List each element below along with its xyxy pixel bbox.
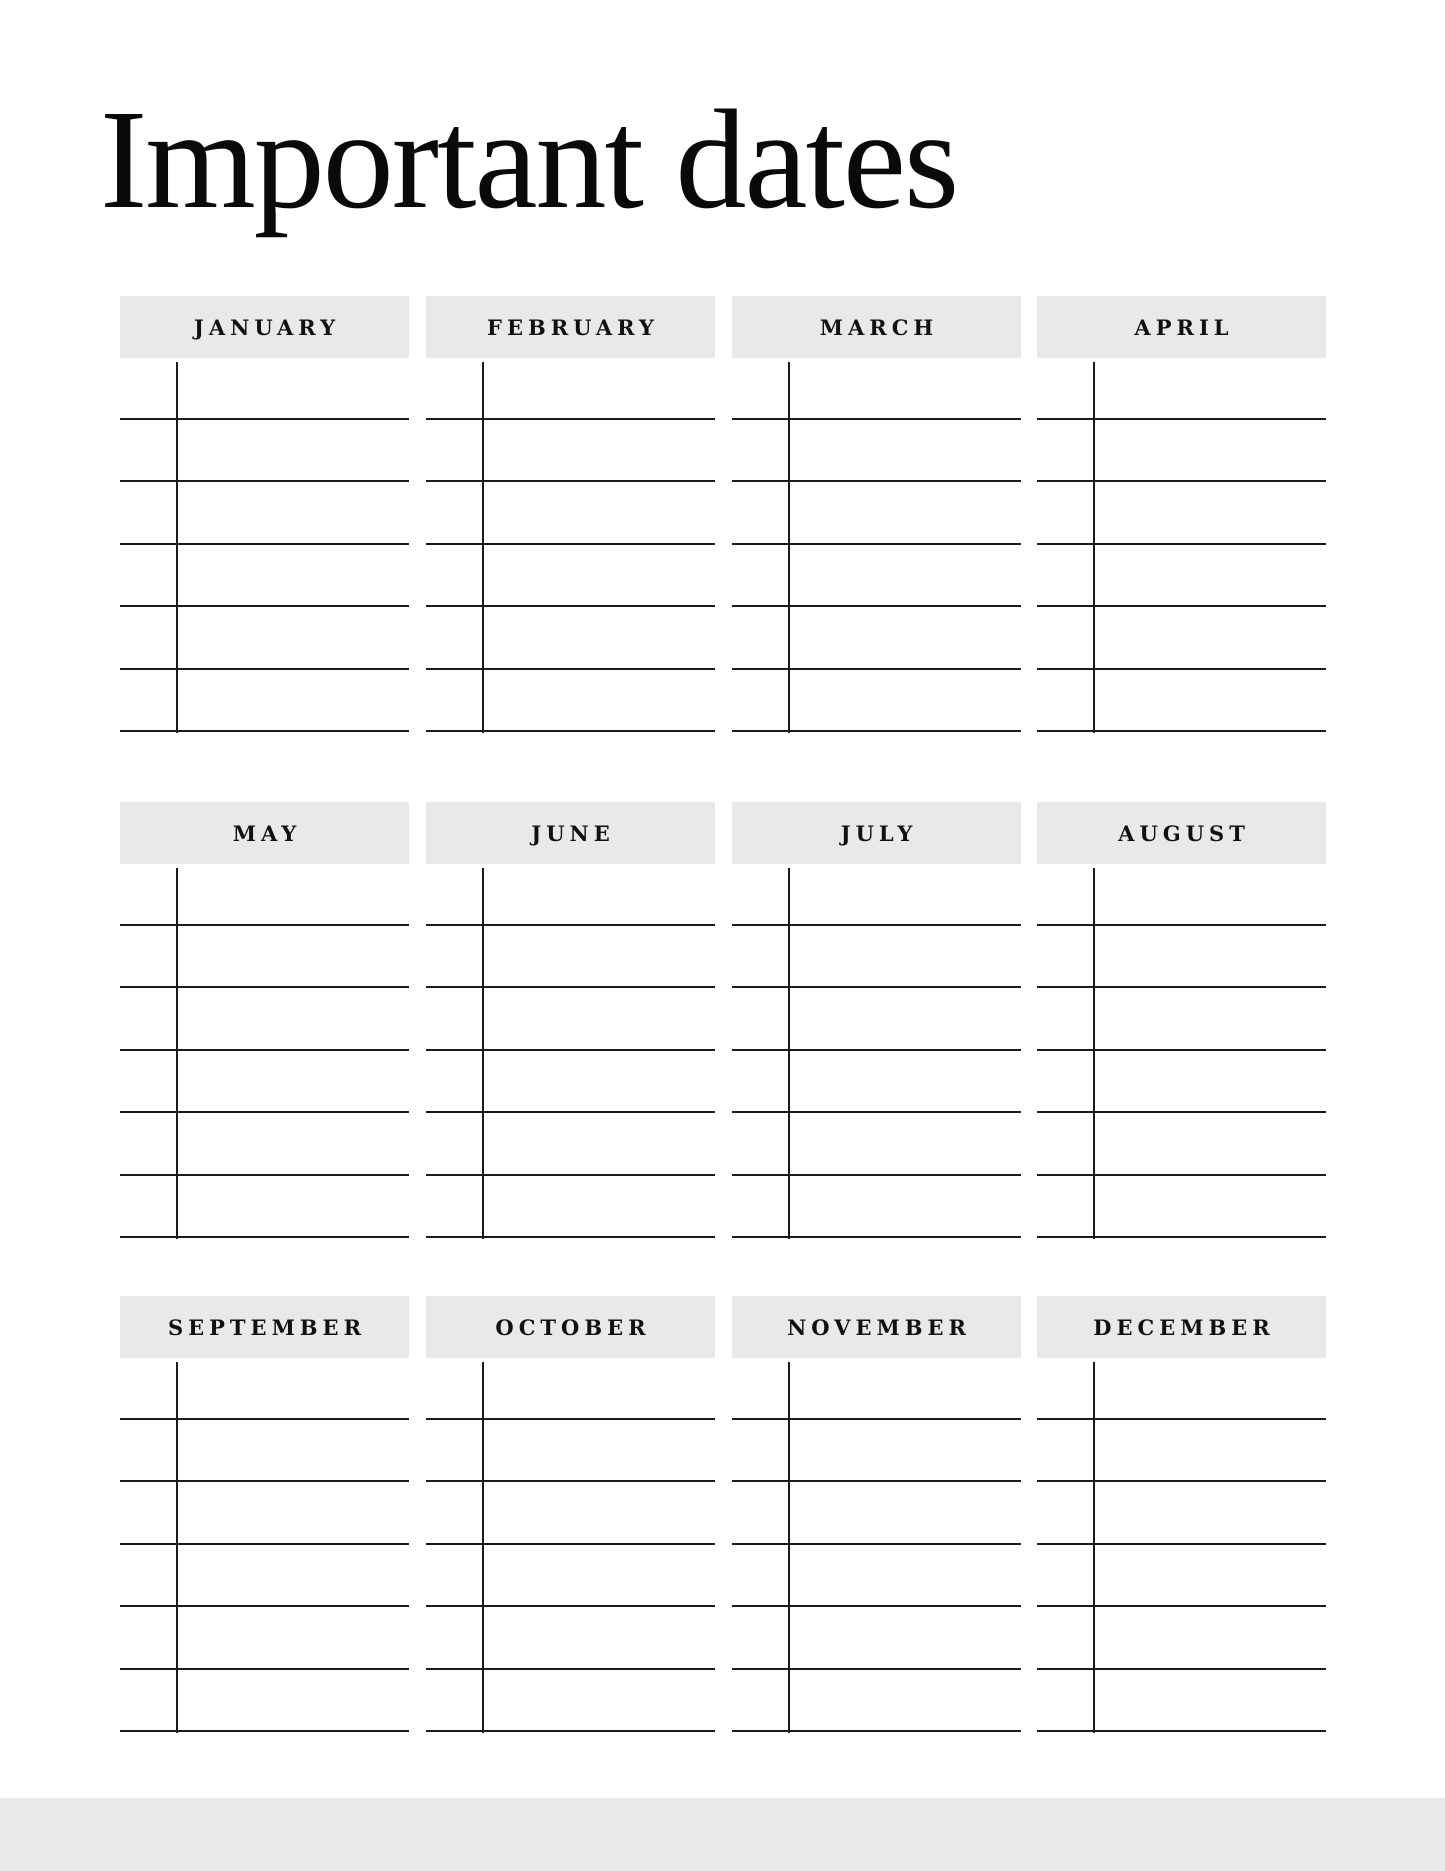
entry-line[interactable] <box>426 668 715 670</box>
entry-line[interactable] <box>732 986 1021 988</box>
entry-line[interactable] <box>426 1049 715 1051</box>
month-header <box>1037 802 1326 864</box>
entry-line[interactable] <box>732 1111 1021 1113</box>
month-name: OCTOBER <box>495 1314 651 1340</box>
month-entries <box>1037 358 1326 731</box>
month-header <box>732 296 1021 358</box>
month-header <box>426 296 715 358</box>
entry-line[interactable] <box>426 1174 715 1176</box>
entry-line[interactable] <box>120 605 409 607</box>
entry-line[interactable] <box>1037 1730 1326 1732</box>
entry-line[interactable] <box>120 543 409 545</box>
page-title: Important dates <box>100 80 958 238</box>
entry-line[interactable] <box>1037 418 1326 420</box>
month-entries <box>426 358 715 731</box>
entry-line[interactable] <box>120 1174 409 1176</box>
entry-line[interactable] <box>1037 924 1326 926</box>
entry-line[interactable] <box>1037 1111 1326 1113</box>
month-entries <box>120 864 409 1237</box>
month-name: AUGUST <box>1118 820 1250 846</box>
month-entries <box>120 1358 409 1731</box>
entry-line[interactable] <box>1037 1418 1326 1420</box>
entry-line[interactable] <box>732 1174 1021 1176</box>
entry-line[interactable] <box>426 1543 715 1545</box>
entry-line[interactable] <box>120 986 409 988</box>
month-header <box>1037 1296 1326 1358</box>
entry-line[interactable] <box>426 480 715 482</box>
month-entries <box>732 358 1021 731</box>
entry-line[interactable] <box>426 1480 715 1482</box>
entry-line[interactable] <box>426 1111 715 1113</box>
entry-line[interactable] <box>426 418 715 420</box>
month-name: MARCH <box>819 314 939 340</box>
month-entries <box>1037 1358 1326 1731</box>
entry-line[interactable] <box>732 605 1021 607</box>
entry-line[interactable] <box>732 1605 1021 1607</box>
month-name: DECEMBER <box>1093 1314 1275 1340</box>
entry-line[interactable] <box>426 986 715 988</box>
entry-line[interactable] <box>120 1605 409 1607</box>
month-entries <box>426 1358 715 1731</box>
month-name: JULY <box>840 820 918 846</box>
month-header <box>426 1296 715 1358</box>
entry-line[interactable] <box>732 668 1021 670</box>
month-name: JANUARY <box>193 314 341 340</box>
entry-line[interactable] <box>732 1543 1021 1545</box>
month-header <box>732 1296 1021 1358</box>
entry-line[interactable] <box>732 730 1021 732</box>
month-name: JUNE <box>531 820 615 846</box>
entry-line[interactable] <box>426 1418 715 1420</box>
entry-line[interactable] <box>120 1418 409 1420</box>
entry-line[interactable] <box>1037 1668 1326 1670</box>
entry-line[interactable] <box>1037 543 1326 545</box>
entry-line[interactable] <box>120 668 409 670</box>
entry-line[interactable] <box>1037 986 1326 988</box>
entry-line[interactable] <box>1037 1480 1326 1482</box>
entry-line[interactable] <box>426 1730 715 1732</box>
month-entries <box>1037 864 1326 1237</box>
month-header <box>120 802 409 864</box>
entry-line[interactable] <box>732 1668 1021 1670</box>
month-header <box>426 802 715 864</box>
month-entries <box>120 358 409 731</box>
entry-line[interactable] <box>426 543 715 545</box>
month-header <box>732 802 1021 864</box>
entry-line[interactable] <box>1037 668 1326 670</box>
entry-line[interactable] <box>1037 1543 1326 1545</box>
entry-line[interactable] <box>1037 1605 1326 1607</box>
entry-line[interactable] <box>120 1236 409 1238</box>
month-entries <box>426 864 715 1237</box>
month-name: NOVEMBER <box>787 1314 971 1340</box>
entry-line[interactable] <box>732 1236 1021 1238</box>
entry-line[interactable] <box>1037 1049 1326 1051</box>
entry-line[interactable] <box>120 1049 409 1051</box>
entry-line[interactable] <box>732 418 1021 420</box>
entry-line[interactable] <box>120 418 409 420</box>
entry-line[interactable] <box>426 1605 715 1607</box>
entry-line[interactable] <box>732 1730 1021 1732</box>
entry-line[interactable] <box>426 1236 715 1238</box>
month-header <box>1037 296 1326 358</box>
entry-line[interactable] <box>732 1480 1021 1482</box>
month-header <box>120 296 409 358</box>
month-name: MAY <box>232 820 302 846</box>
entry-line[interactable] <box>1037 605 1326 607</box>
entry-line[interactable] <box>426 605 715 607</box>
entry-line[interactable] <box>120 1480 409 1482</box>
entry-line[interactable] <box>732 543 1021 545</box>
entry-line[interactable] <box>120 1111 409 1113</box>
entry-line[interactable] <box>732 480 1021 482</box>
entry-line[interactable] <box>426 730 715 732</box>
entry-line[interactable] <box>120 1668 409 1670</box>
footer-band <box>0 1798 1445 1871</box>
entry-line[interactable] <box>1037 730 1326 732</box>
month-name: FEBRUARY <box>487 314 659 340</box>
entry-line[interactable] <box>426 1668 715 1670</box>
entry-line[interactable] <box>120 730 409 732</box>
entry-line[interactable] <box>120 924 409 926</box>
entry-line[interactable] <box>732 1049 1021 1051</box>
entry-line[interactable] <box>1037 1174 1326 1176</box>
entry-line[interactable] <box>120 480 409 482</box>
entry-line[interactable] <box>120 1730 409 1732</box>
entry-line[interactable] <box>120 1543 409 1545</box>
month-name: APRIL <box>1134 314 1234 340</box>
month-header <box>120 1296 409 1358</box>
entry-line[interactable] <box>1037 1236 1326 1238</box>
entry-line[interactable] <box>426 924 715 926</box>
month-entries <box>732 1358 1021 1731</box>
month-entries <box>732 864 1021 1237</box>
entry-line[interactable] <box>732 924 1021 926</box>
month-name: SEPTEMBER <box>167 1314 367 1340</box>
entry-line[interactable] <box>1037 480 1326 482</box>
entry-line[interactable] <box>732 1418 1021 1420</box>
